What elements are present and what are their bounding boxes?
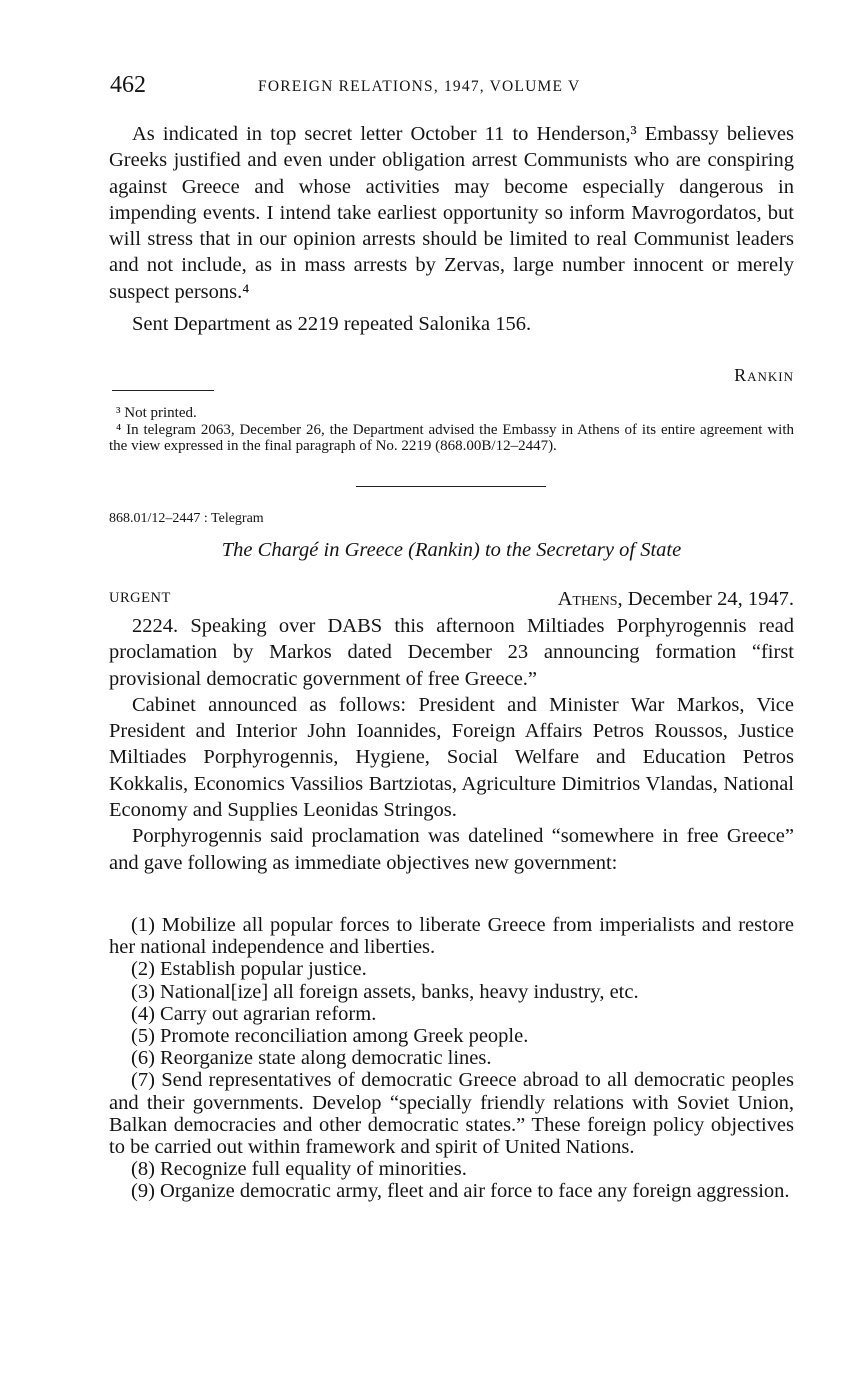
paragraph: As indicated in top secret letter October 11 to Henderson,³ Embassy believes Greeks justified and even under obligation arrest Communists who are conspiring against Greece and whose activities may become especially dangerous in impending events. I intend take earliest opportunity so inform Mavrogordatos, but will stress that in our opinion arrests should be limited to real Communist leaders and not include, as in mass arrests by Zervas, large number innocent or merely suspect persons.⁴ — [109, 123, 794, 303]
running-head: FOREIGN RELATIONS, 1947, VOLUME V — [258, 78, 581, 95]
signature: Rankin — [734, 365, 794, 385]
prior-document-body — [109, 121, 794, 337]
document-title: The Chargé in Greece (Rankin) to the Secretary of State — [221, 539, 682, 561]
footnote: ³ Not printed. — [116, 405, 197, 421]
list-item: (4) Carry out agrarian reform. — [131, 1002, 377, 1025]
footnote: ⁴ In telegram 2063, December 26, the Department advised the Embassy in Athens of its entire agreement with the view expressed in the final paragraph of No. 2219 (868.00B/12–2447). — [109, 421, 794, 454]
list-item: (3) National[ize] all foreign assets, banks, heavy industry, etc. — [131, 980, 639, 1003]
page-number: 462 — [110, 72, 146, 98]
objectives-list — [109, 914, 794, 1203]
dateline-place: Athens, — [557, 588, 623, 610]
classification: URGENT — [109, 590, 171, 606]
paragraph: 2224. Speaking over DABS this afternoon Miltiades Porphyrogennis read proclamation by Markos dated December 23 announcing formation “first provisional democratic government of free Greece.” — [109, 615, 794, 690]
document-body — [109, 613, 794, 876]
file-reference: 868.01/12–2447 : Telegram — [109, 511, 264, 526]
list-item: (9) Organize democratic army, fleet and air force to face any foreign aggression. — [131, 1180, 790, 1203]
document-separator-rule — [356, 486, 546, 487]
paragraph: Cabinet announced as follows: President and Minister War Markos, Vice President and Interior John Ioannides, Foreign Affairs Petros Roussos, Justice Miltiades Porphyrogennis, Hygiene, Social Welfare and Education Petros Kokkalis, Economics Vassilios Bartziotas, Agriculture Dimitrios Vlandas, National Economy and Supplies Leonidas Stringos. — [109, 693, 794, 822]
footnotes — [109, 405, 794, 455]
dateline — [558, 585, 794, 613]
list-item: (7) Send representatives of democratic Greece abroad to all democratic peoples and their governments. Develop “specially friendly relations with Soviet Union, Balkan democracies and other democratic states.” These foreign policy objectives to be carried out within framework and spirit of United Nations. — [109, 1069, 794, 1159]
dateline-date: December 24, 1947. — [627, 588, 794, 610]
list-item: (1) Mobilize all popular forces to liberate Greece from imperialists and restore her national independence and liberties. — [109, 914, 794, 959]
list-item: (8) Recognize full equality of minorities. — [131, 1158, 467, 1181]
paragraph: Sent Department as 2219 repeated Salonika 156. — [132, 313, 532, 336]
list-item: (5) Promote reconciliation among Greek people. — [131, 1025, 529, 1048]
paragraph: Porphyrogennis said proclamation was datelined “somewhere in free Greece” and gave following as immediate objectives new government: — [109, 825, 794, 874]
footnote-rule — [112, 390, 214, 391]
list-item: (6) Reorganize state along democratic lines. — [131, 1047, 492, 1070]
list-item: (2) Establish popular justice. — [131, 958, 367, 981]
